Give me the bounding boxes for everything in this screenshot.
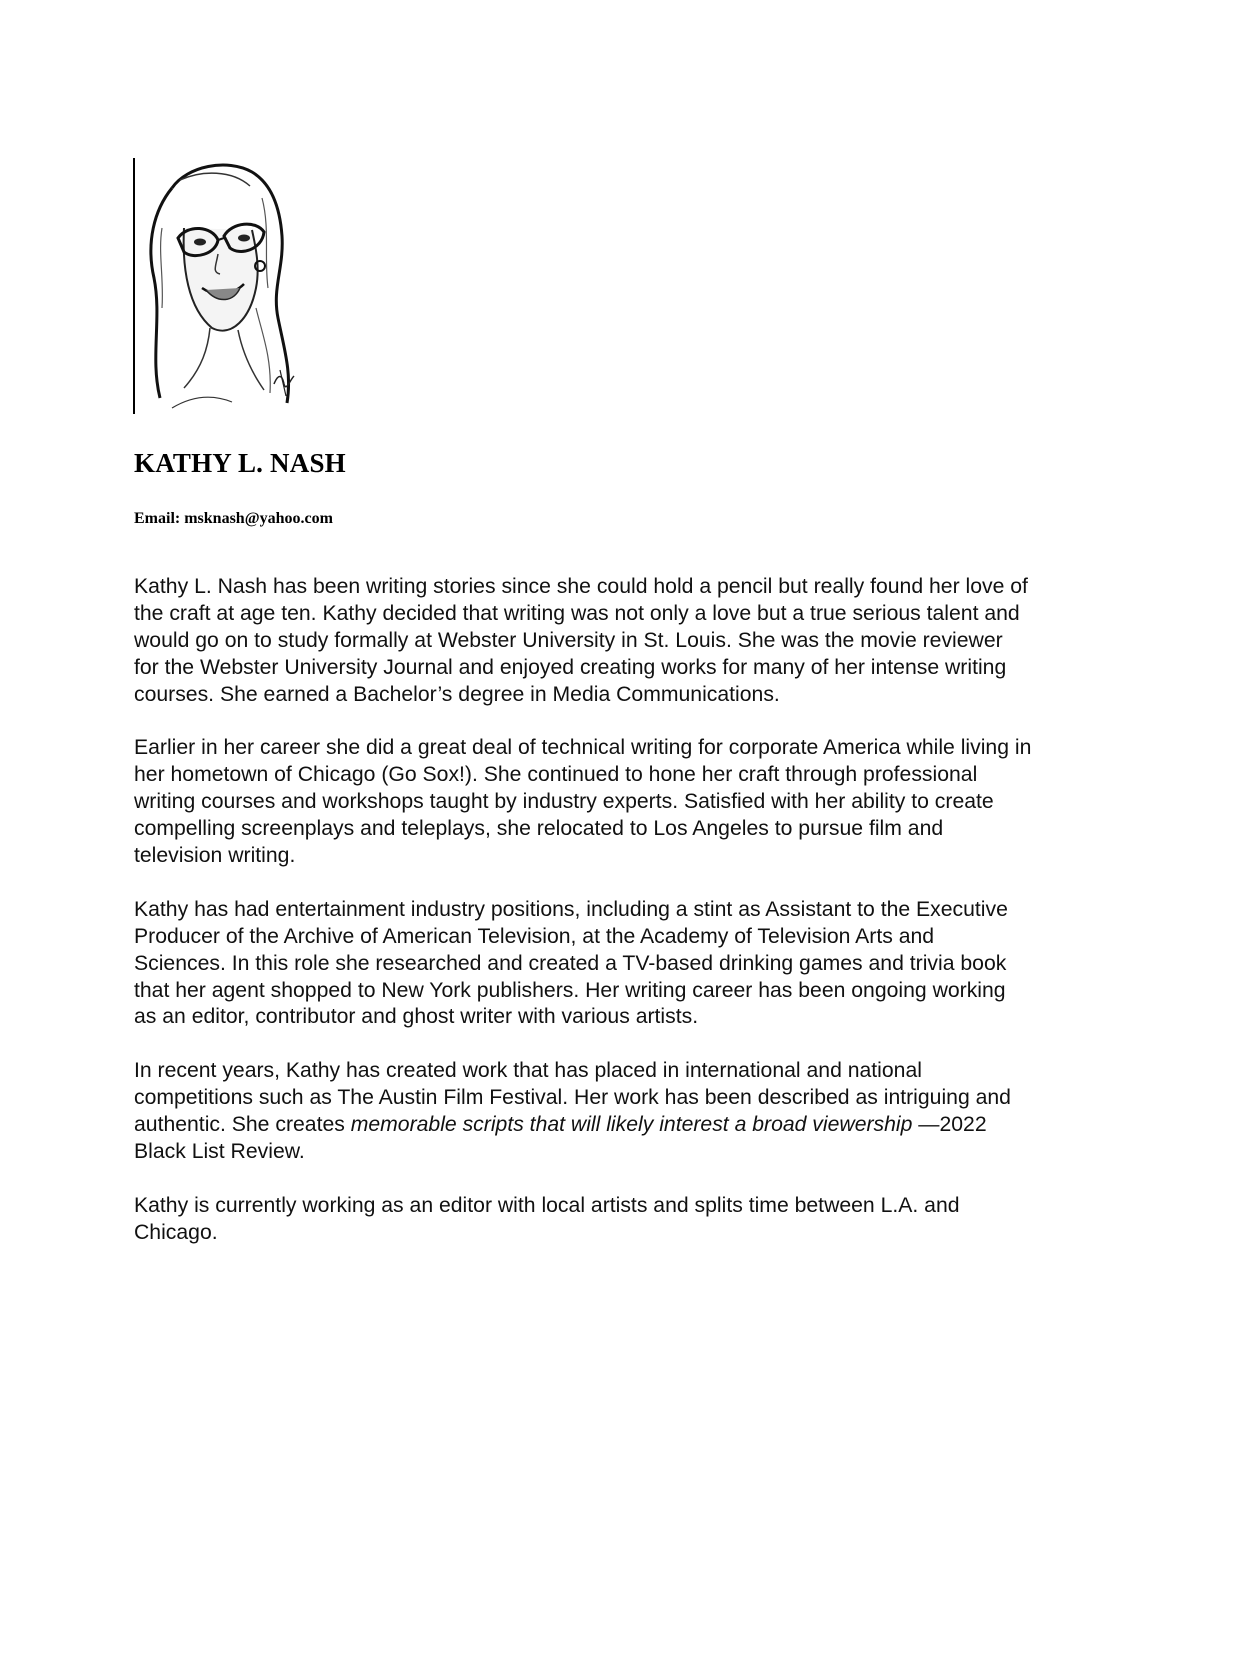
bio-paragraph-4-start: In recent years, Kathy has created work that has placed in international and national competitions such as The Austin Film Festival. Her work has been described as intriguing and authentic. She creates	[134, 1059, 1011, 1137]
bio-paragraph-3: Kathy has had entertainment industry positions, including a stint as Assistant to the Executive Producer of the Archive of American Television, at the Academy of Television Arts and Sciences. In this role she researched and created a TV-based drinking games and trivia book that her agent shopped to New York publishers. Her writing career has been ongoing working as an editor, contributor and ghost writer with various artists.	[134, 897, 1008, 1029]
review-quote: memorable scripts that will likely interest a broad viewership	[350, 1113, 913, 1137]
bio-paragraph-1: Kathy L. Nash has been writing stories since she could hold a pencil but really found her love of the craft at age ten. Kathy decided that writing was not only a love but a true serious talent and would go on to study formally at Webster University in St. Louis. She was the movie reviewer for the Webster University Journal and enjoyed creating works for many of her intense writing courses. She earned a Bachelor’s degree in Media Communications.	[134, 575, 1028, 706]
author-name: KATHY L. NASH	[134, 448, 346, 478]
biography	[134, 574, 1134, 1273]
email-label: Email:	[134, 510, 185, 527]
email-line	[134, 510, 333, 528]
caricature-portrait-icon	[132, 158, 302, 414]
bio-paragraph-4-end: —2022 Black List Review.	[134, 1113, 987, 1163]
bio-paragraph-2: Earlier in her career she did a great deal of technical writing for corporate America while living in her hometown of Chicago (Go Sox!). She continued to hone her craft through professional writing courses and workshops taught by industry experts. Satisfied with her ability to create compelling screenplays and teleplays, she relocated to Los Angeles to pursue film and television writing.	[134, 736, 1032, 868]
email-address: msknash@yahoo.com	[184, 510, 333, 527]
bio-paragraph-4	[134, 1058, 1134, 1166]
bio-paragraph-5: Kathy is currently working as an editor with local artists and splits time between L.A. and Chicago.	[134, 1193, 960, 1244]
